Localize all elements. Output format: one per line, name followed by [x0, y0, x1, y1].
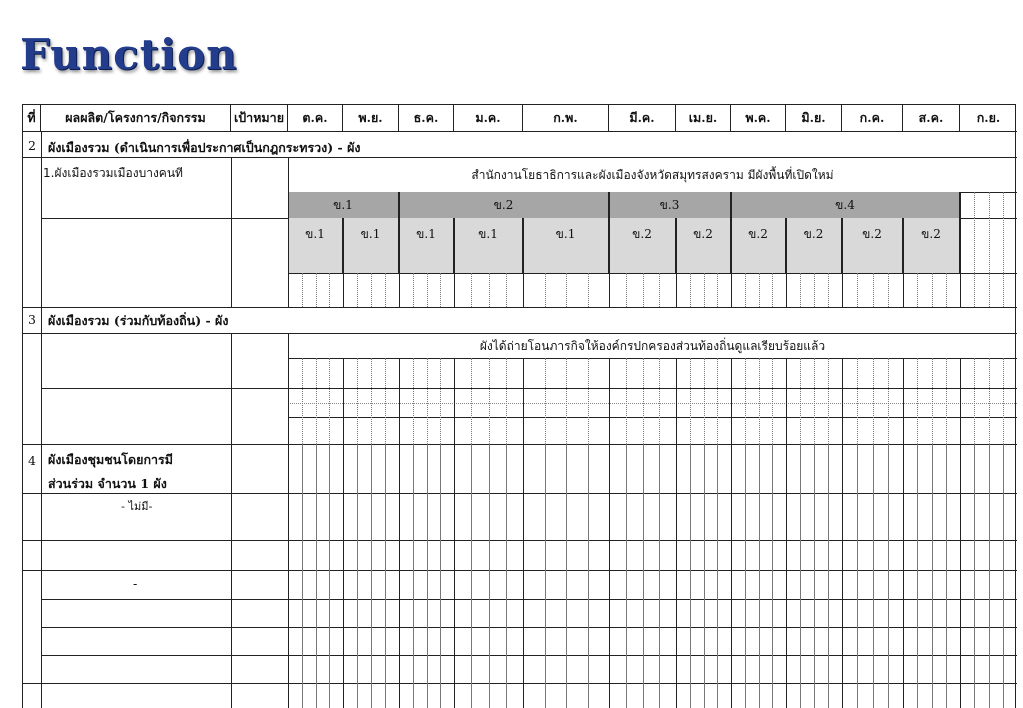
week-divider — [427, 273, 428, 307]
week-divider — [1003, 273, 1004, 307]
week-divider — [873, 444, 874, 708]
col-border — [676, 358, 677, 708]
col-border — [399, 358, 400, 708]
week-divider — [932, 358, 933, 444]
week-divider — [690, 444, 691, 708]
week-divider — [316, 444, 317, 708]
week-divider — [329, 273, 330, 307]
week-divider — [659, 444, 660, 708]
header-month-mar: มี.ค. — [609, 105, 676, 132]
week-divider — [566, 273, 567, 307]
section-3-band: ผังได้ถ่ายโอนภารกิจให้องค์กรปกครองส่วนท้องถิ่นดูแลเรียบร้อยแล้ว — [479, 338, 826, 353]
week-divider — [316, 273, 317, 307]
col-border — [41, 132, 42, 708]
header-month-aug: ส.ค. — [903, 105, 960, 132]
week-divider — [471, 358, 472, 444]
week-divider — [989, 218, 990, 273]
week-divider — [745, 444, 746, 708]
col-border — [288, 444, 289, 708]
col-border — [343, 218, 344, 307]
week-divider — [440, 444, 441, 708]
week-divider — [917, 358, 918, 444]
col-border — [960, 192, 961, 307]
row-divider — [41, 627, 1017, 628]
week-divider — [329, 444, 330, 708]
week-divider — [800, 358, 801, 444]
week-divider — [385, 444, 386, 708]
header-month-dec: ธ.ค. — [399, 105, 454, 132]
week-divider — [888, 358, 889, 444]
row-divider — [23, 540, 1017, 541]
week-divider — [946, 444, 947, 708]
page-title: Function — [20, 30, 238, 79]
phase-bar-1: ข.1 — [288, 192, 399, 218]
week-divider — [626, 358, 627, 444]
col-border — [609, 358, 610, 708]
week-divider — [413, 444, 414, 708]
week-divider — [302, 444, 303, 708]
week-divider — [759, 444, 760, 708]
sub-phase-cell: ข.2 — [786, 218, 842, 273]
week-divider — [545, 273, 546, 307]
week-divider — [989, 358, 990, 444]
header-month-may: พ.ค. — [731, 105, 786, 132]
col-border — [786, 218, 787, 307]
col-border — [842, 358, 843, 708]
week-divider — [932, 273, 933, 307]
row-divider — [23, 493, 1017, 494]
week-divider — [690, 358, 691, 444]
week-divider — [357, 273, 358, 307]
row-divider — [23, 683, 1017, 684]
sub-phase-cell: ข.1 — [523, 218, 609, 273]
week-divider — [1003, 192, 1004, 218]
row-divider — [41, 655, 1017, 656]
header-no: ที่ — [23, 105, 41, 132]
week-divider — [704, 444, 705, 708]
week-divider — [413, 273, 414, 307]
week-divider — [371, 273, 372, 307]
week-divider — [917, 444, 918, 708]
week-divider — [800, 273, 801, 307]
week-divider — [471, 273, 472, 307]
week-divider — [302, 358, 303, 444]
week-divider — [1003, 358, 1004, 444]
sub-phase-cell: ข.1 — [343, 218, 399, 273]
week-divider — [357, 444, 358, 708]
col-border — [231, 444, 232, 708]
week-divider — [440, 358, 441, 444]
sub-phase-cell: ข.2 — [676, 218, 731, 273]
week-divider — [659, 273, 660, 307]
row-divider-dotted — [288, 403, 1017, 404]
week-divider — [946, 358, 947, 444]
week-divider — [413, 358, 414, 444]
row-divider — [23, 444, 1017, 445]
week-divider — [974, 273, 975, 307]
col-border — [731, 358, 732, 708]
week-divider — [772, 273, 773, 307]
phase-bar-4: ข.4 — [731, 192, 960, 218]
week-divider — [626, 273, 627, 307]
week-divider — [759, 358, 760, 444]
header-month-apr: เม.ย. — [676, 105, 731, 132]
week-divider — [745, 273, 746, 307]
header-month-sep: ก.ย. — [960, 105, 1017, 132]
week-divider — [974, 358, 975, 444]
col-border — [523, 358, 524, 708]
col-border — [609, 192, 610, 307]
week-divider — [717, 273, 718, 307]
week-divider — [814, 444, 815, 708]
col-border — [288, 157, 289, 307]
week-divider — [873, 358, 874, 444]
week-divider — [917, 273, 918, 307]
week-divider — [888, 444, 889, 708]
row-divider — [23, 307, 1017, 308]
phase-bar-3: ข.3 — [609, 192, 731, 218]
week-divider — [974, 444, 975, 708]
week-divider — [690, 273, 691, 307]
col-border — [960, 358, 961, 708]
week-divider — [989, 192, 990, 218]
week-divider — [588, 273, 589, 307]
week-divider — [974, 192, 975, 218]
row-divider — [41, 599, 1017, 600]
week-divider — [329, 358, 330, 444]
col-border — [231, 157, 232, 307]
week-divider — [989, 444, 990, 708]
week-divider — [545, 444, 546, 708]
header-output: ผลผลิต/โครงการ/กิจกรรม — [41, 105, 231, 132]
week-divider — [946, 273, 947, 307]
sub-phase-cell: ข.2 — [609, 218, 676, 273]
section-4-number: 4 — [28, 453, 36, 468]
week-divider — [545, 358, 546, 444]
week-divider — [302, 273, 303, 307]
week-divider — [772, 444, 773, 708]
phase-bar-2: ข.2 — [399, 192, 609, 218]
section-2-number: 2 — [28, 138, 36, 153]
week-divider — [759, 273, 760, 307]
col-border — [676, 218, 677, 307]
item-2-1-label: 1.ผังเมืองรวมเมืองบางคนที — [43, 166, 183, 180]
row-divider — [288, 273, 1017, 274]
week-divider — [932, 444, 933, 708]
header-month-jan: ม.ค. — [454, 105, 523, 132]
week-divider — [643, 444, 644, 708]
week-divider — [857, 358, 858, 444]
week-divider — [643, 358, 644, 444]
header-target: เป้าหมาย — [231, 105, 288, 132]
sub-phase-cell: ข.2 — [731, 218, 786, 273]
section-4-title-line1: ผังเมืองชุมชนโดยการมี — [48, 452, 173, 467]
header-month-jul: ก.ค. — [842, 105, 903, 132]
week-divider — [974, 218, 975, 273]
week-divider — [857, 444, 858, 708]
week-divider — [588, 444, 589, 708]
week-divider — [888, 273, 889, 307]
col-border — [523, 218, 524, 307]
week-divider — [659, 358, 660, 444]
week-divider — [566, 358, 567, 444]
week-divider — [772, 358, 773, 444]
week-divider — [489, 358, 490, 444]
week-divider — [1003, 444, 1004, 708]
section-3-number: 3 — [28, 312, 36, 327]
week-divider — [814, 358, 815, 444]
row-divider — [23, 570, 1017, 571]
col-border — [903, 218, 904, 307]
header-month-oct: ต.ค. — [288, 105, 343, 132]
row-divider — [288, 417, 1017, 418]
week-divider — [489, 273, 490, 307]
col-border — [786, 358, 787, 708]
section-2-title: ผังเมืองรวม (ดำเนินการเพื่อประกาศเป็นกฎกระทรวง) - ผัง — [48, 140, 361, 155]
schedule-table — [22, 104, 1016, 708]
sub-phase-cell: ข.2 — [842, 218, 903, 273]
week-divider — [717, 444, 718, 708]
col-border — [454, 358, 455, 708]
week-divider — [440, 273, 441, 307]
week-divider — [704, 273, 705, 307]
col-border — [343, 358, 344, 708]
week-divider — [427, 358, 428, 444]
row-divider — [41, 388, 1017, 389]
section-3-title: ผังเมืองรวม (ร่วมกับท้องถิ่น) - ผัง — [48, 313, 229, 328]
sub-phase-cell: ข.1 — [288, 218, 343, 273]
week-divider — [506, 358, 507, 444]
section-4-title-line2: ส่วนร่วม จำนวน 1 ผัง — [48, 476, 167, 491]
col-border — [288, 333, 289, 444]
week-divider — [800, 444, 801, 708]
col-border — [454, 218, 455, 307]
week-divider — [857, 273, 858, 307]
week-divider — [506, 273, 507, 307]
header-month-feb: ก.พ. — [523, 105, 609, 132]
col-border — [231, 333, 232, 444]
header-month-nov: พ.ย. — [343, 105, 399, 132]
sub-phase-cell: ข.2 — [903, 218, 960, 273]
col-border — [903, 358, 904, 708]
week-divider — [828, 444, 829, 708]
week-divider — [506, 444, 507, 708]
week-divider — [873, 273, 874, 307]
week-divider — [489, 444, 490, 708]
sub-phase-cell: ข.1 — [454, 218, 523, 273]
col-border — [399, 192, 400, 307]
week-divider — [385, 273, 386, 307]
col-border — [731, 192, 732, 307]
week-divider — [588, 358, 589, 444]
week-divider — [717, 358, 718, 444]
row-divider — [288, 358, 1017, 359]
col-border — [842, 218, 843, 307]
week-divider — [643, 273, 644, 307]
item-4-dash: - — [133, 577, 138, 591]
item-4-none: - ไม่มี- — [121, 500, 153, 513]
week-divider — [704, 358, 705, 444]
header-month-jun: มิ.ย. — [786, 105, 842, 132]
week-divider — [828, 358, 829, 444]
week-divider — [357, 358, 358, 444]
week-divider — [814, 273, 815, 307]
week-divider — [989, 273, 990, 307]
week-divider — [626, 444, 627, 708]
week-divider — [371, 358, 372, 444]
section-2-band: สำนักงานโยธาธิการและผังเมืองจังหวัดสมุทรสงคราม มีผังพื้นที่เปิดใหม่ — [471, 167, 834, 182]
week-divider — [427, 444, 428, 708]
week-divider — [828, 273, 829, 307]
week-divider — [1003, 218, 1004, 273]
sub-phase-cell: ข.1 — [399, 218, 454, 273]
week-divider — [371, 444, 372, 708]
week-divider — [745, 358, 746, 444]
week-divider — [566, 444, 567, 708]
week-divider — [471, 444, 472, 708]
week-divider — [385, 358, 386, 444]
week-divider — [316, 358, 317, 444]
